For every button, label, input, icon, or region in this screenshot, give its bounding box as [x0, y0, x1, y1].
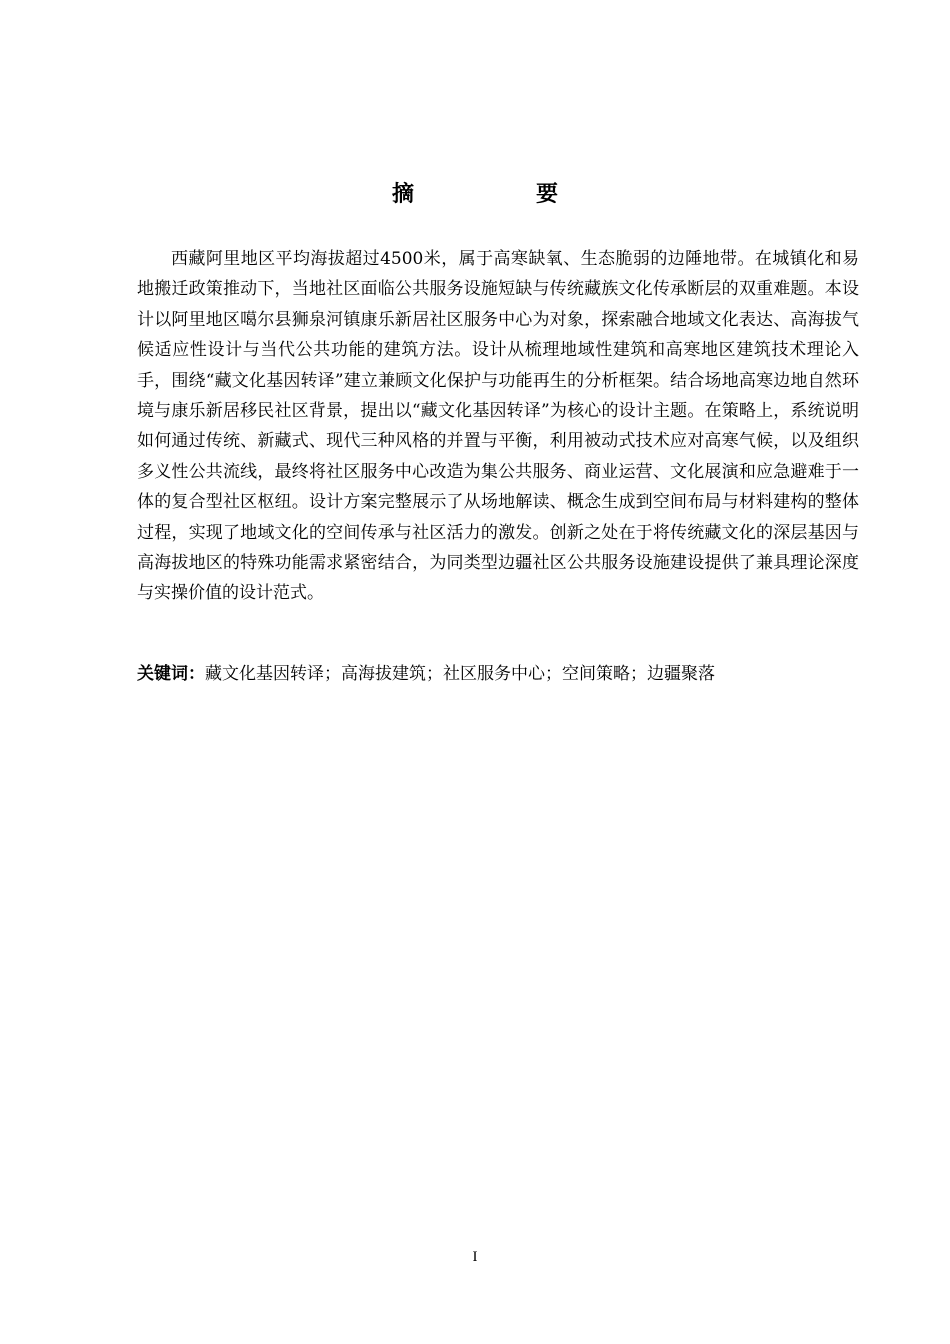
keywords-label: 关键词：: [137, 664, 205, 684]
abstract-heading: 摘 要: [391, 182, 608, 207]
page-number: I: [472, 1249, 478, 1265]
keywords-line: [137, 660, 859, 688]
keywords-text: 藏文化基因转译；高海拔建筑；社区服务中心；空间策略；边疆聚落: [205, 664, 715, 684]
abstract-body: 西藏阿里地区平均海拔超过4500米，属于高寒缺氧、生态脆弱的边陲地带。在城镇化和易地搬迁政策推动下，当地社区面临公共服务设施短缺与传统藏族文化传承断层的双重难题。本设计以阿里地区噶尔县狮泉河镇康乐新居社区服务中心为对象，探索融合地域文化表达、高海拔气候适应性设计与当代公共功能的建筑方法。设计从梳理地域性建筑和高寒地区建筑技术理论入手，围绕“藏文化基因转译”建立兼顾文化保护与功能再生的分析框架。结合场地高寒边地自然环境与康乐新居移民社区背景，提出以“藏文化基因转译”为核心的设计主题。在策略上，系统说明如何通过传统、新藏式、现代三种风格的并置与平衡，利用被动式技术应对高寒气候，以及组织多义性公共流线，最终将社区服务中心改造为集公共服务、商业运营、文化展演和应急避难于一体的复合型社区枢纽。设计方案完整展示了从场地解读、概念生成到空间布局与材料建构的整体过程，实现了地域文化的空间传承与社区活力的激发。创新之处在于将传统藏文化的深层基因与高海拔地区的特殊功能需求紧密结合，为同类型边疆社区公共服务设施建设提供了兼具理论深度与实操价值的设计范式。: [137, 249, 859, 604]
